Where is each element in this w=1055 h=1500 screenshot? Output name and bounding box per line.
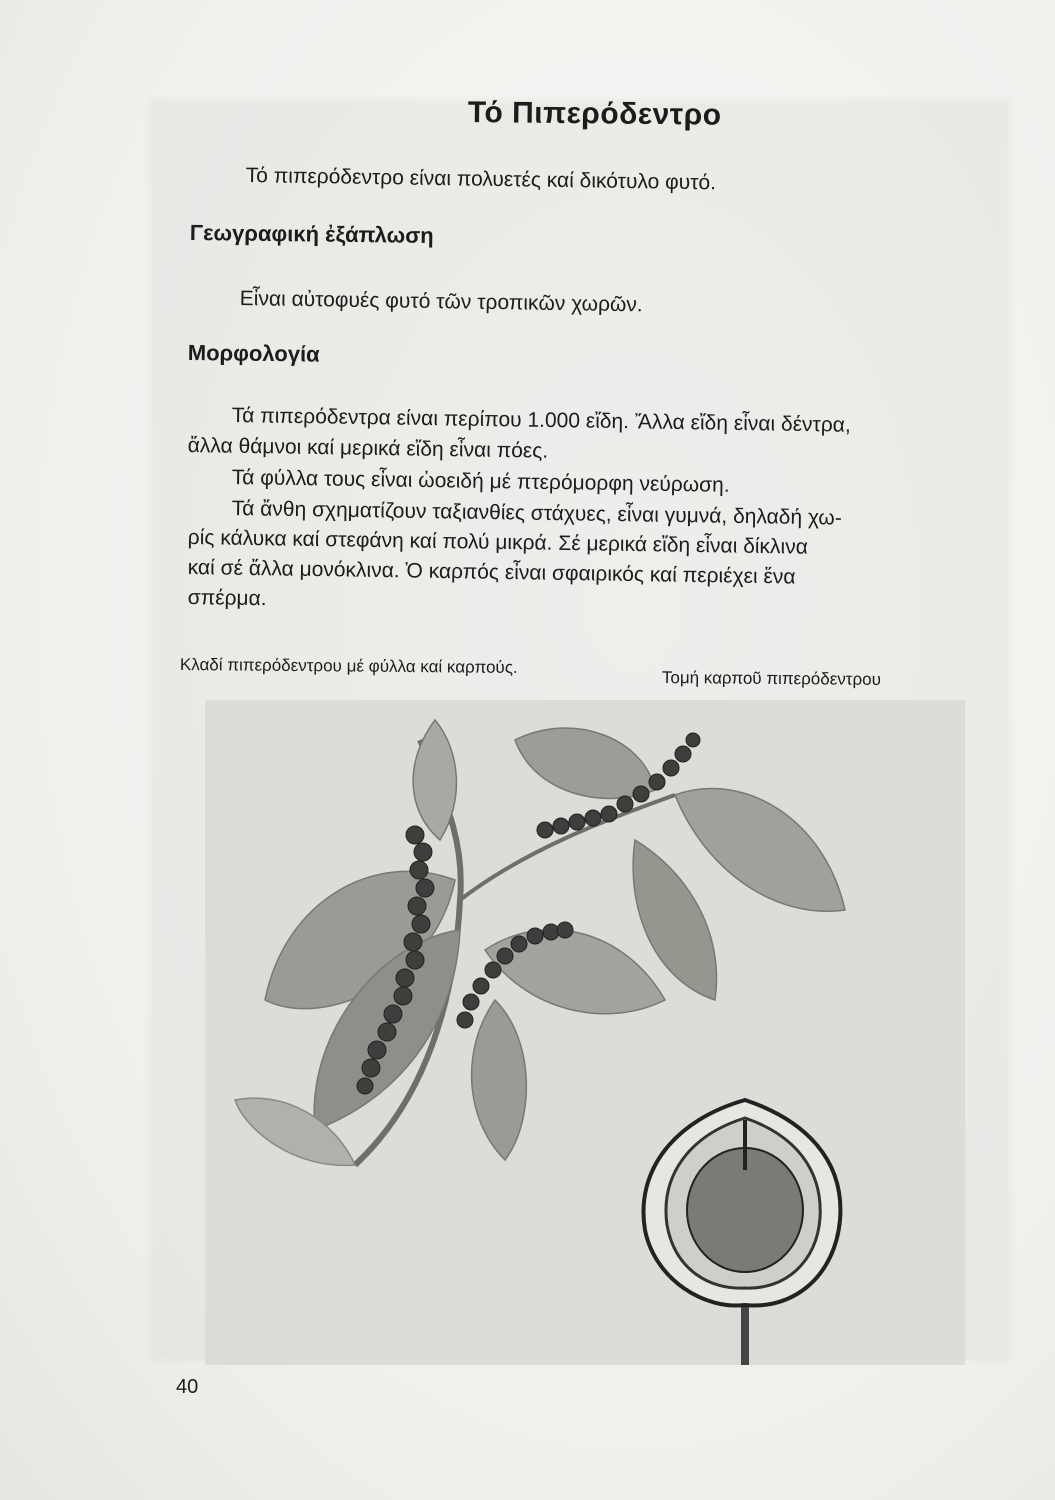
morph-line: ρίς κάλυκα καί στεφάνη καί πολύ μικρά. Σέ μερικά εἴδη εἶναι δίκλινα	[187, 525, 809, 559]
intro-text: Τό πιπερόδεντρο είναι πολυετές καί δικότυλο φυτό.	[245, 163, 717, 195]
pepper-illustration	[205, 700, 965, 1365]
page-number: 40	[176, 1376, 199, 1398]
caption-branch: Κλαδί πιπερόδεντρου μέ φύλλα καί καρπούς.	[179, 655, 518, 677]
geo-heading: Γεωγραφική ἐξάπλωση	[189, 220, 434, 248]
page-title: Τό Πιπερόδεντρο	[467, 96, 722, 132]
morph-heading: Μορφολογία	[187, 340, 320, 367]
morph-line: καί σέ ἄλλα μονόκλινα. Ὁ καρπός εἶναι σφαιρικός καί περιέχει ἕνα	[187, 555, 796, 589]
leaf	[675, 789, 845, 912]
morph-line: σπέρμα.	[187, 585, 267, 611]
morph-line: ἄλλα θάμνοι καί μερικά εἴδη εἶναι πόες.	[187, 433, 549, 463]
geo-text: Εἶναι αὐτοφυές φυτό τῶν τροπικῶν χωρῶν.	[239, 286, 643, 317]
morph-line: Τά ἄνθη σχηματίζουν ταξιανθίες στάχυες, εἶναι γυμνά, δηλαδή χω-	[231, 496, 842, 530]
caption-fruit-section: Τομή καρποῦ πιπερόδεντρου	[661, 668, 882, 689]
morph-line: Τά φύλλα τους εἶναι ὠοειδή μέ πτερόμορφη νεύρωση.	[231, 465, 730, 497]
fruit-cross-section	[643, 1100, 840, 1365]
pepper-branch-drawing	[205, 700, 965, 1365]
leaf	[472, 1000, 527, 1160]
leaf	[413, 720, 456, 840]
leaf	[515, 728, 655, 798]
morph-line: Τά πιπερόδεντρα είναι περίπου 1.000 εἴδη. Ἄλλα εἴδη εἶναι δέντρα,	[231, 403, 851, 437]
